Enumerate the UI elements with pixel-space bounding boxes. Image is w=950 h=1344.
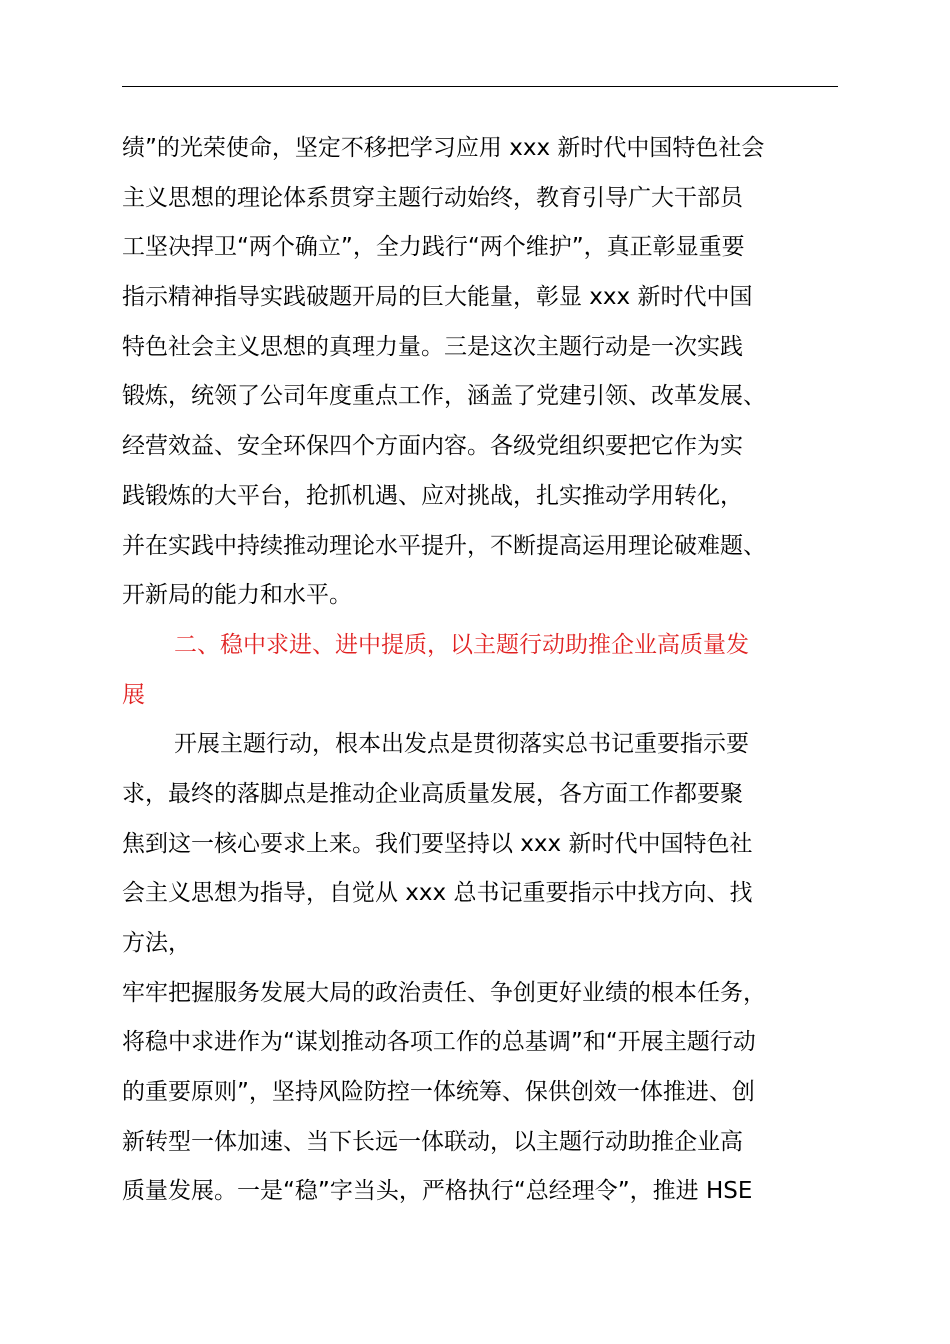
section-heading: 二、稳中求进、进中提质，以主题行动助推企业高质量发	[174, 631, 749, 658]
text-line-15: 焦到这一核心要求上来。我们要坚持以 xxx 新时代中国特色社	[122, 830, 753, 857]
text-line-6: 锻炼，统领了公司年度重点工作，涵盖了党建引领、改革发展、	[122, 383, 766, 410]
text-line-9: 并在实践中持续推动理论水平提升，不断提高运用理论破难题、	[122, 532, 766, 559]
text-line-4: 指示精神指导实践破题开局的巨大能量，彰显 xxx 新时代中国	[122, 284, 753, 311]
document-body	[122, 124, 852, 1217]
text-line-13: 开展主题行动，根本出发点是贯彻落实总书记重要指示要	[174, 731, 749, 758]
section-heading-continued: 展	[122, 681, 145, 708]
text-line-22: 质量发展。一是“稳”字当头，严格执行“总经理令”，推进 HSE	[122, 1178, 753, 1205]
text-line-20: 的重要原则”，坚持风险防控一体统筹、保供创效一体推进、创	[122, 1079, 755, 1106]
text-line-19: 将稳中求进作为“谋划推动各项工作的总基调”和“开展主题行动	[122, 1029, 756, 1056]
text-line-10: 开新局的能力和水平。	[122, 582, 352, 609]
text-line-18: 牢牢把握服务发展大局的政治责任、争创更好业绩的根本任务，	[122, 979, 766, 1006]
text-line-1: 绩”的光荣使命，坚定不移把学习应用 xxx 新时代中国特色社会	[122, 135, 765, 161]
text-line-3: 工坚决捍卫“两个确立”，全力践行“两个维护”，真正彰显重要	[122, 234, 745, 261]
text-line-17: 方法，	[122, 930, 191, 956]
text-line-5: 特色社会主义思想的真理力量。三是这次主题行动是一次实践	[122, 333, 743, 360]
header-rule	[122, 86, 838, 87]
text-line-14: 求，最终的落脚点是推动企业高质量发展，各方面工作都要聚	[122, 780, 743, 807]
text-line-8: 践锻炼的大平台，抢抓机遇、应对挑战，扎实推动学用转化，	[122, 482, 743, 509]
text-line-7: 经营效益、安全环保四个方面内容。各级党组织要把它作为实	[122, 433, 743, 460]
text-line-21: 新转型一体加速、当下长远一体联动，以主题行动助推企业高	[122, 1128, 743, 1155]
text-line-16: 会主义思想为指导，自觉从 xxx 总书记重要指示中找方向、找	[122, 880, 753, 907]
text-line-2: 主义思想的理论体系贯穿主题行动始终，教育引导广大干部员	[122, 184, 743, 211]
